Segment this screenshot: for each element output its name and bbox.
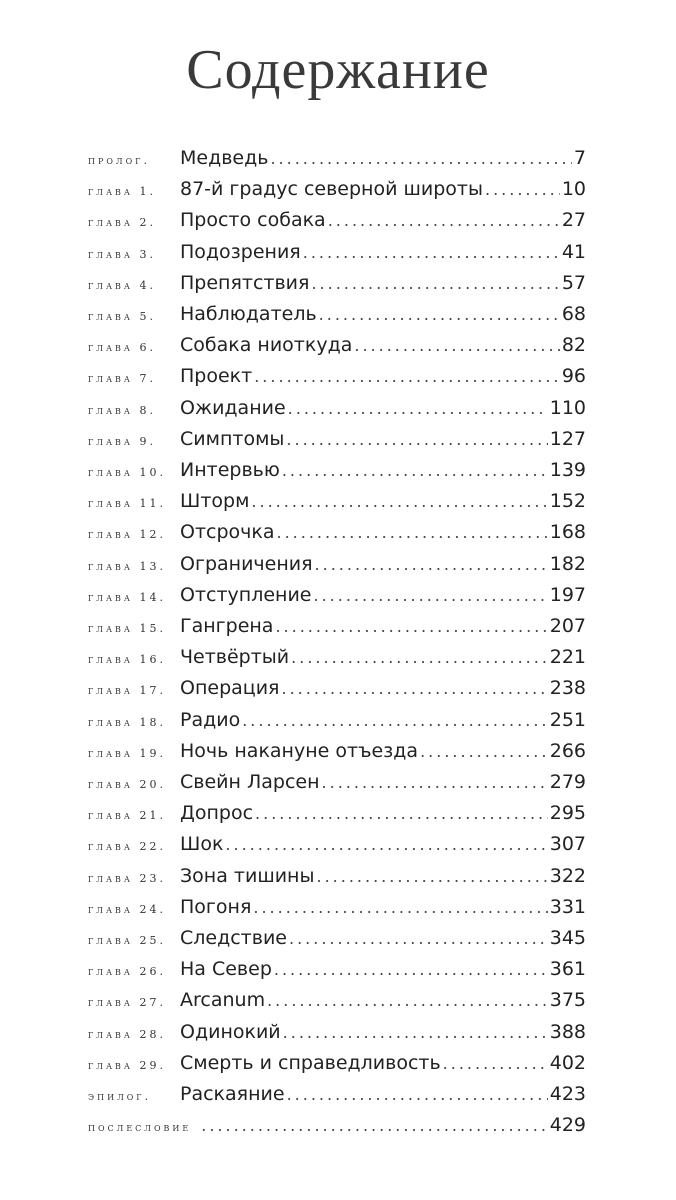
toc-entry[interactable] (88, 298, 586, 330)
toc-entry-label: глава 8. (88, 403, 156, 417)
toc-entry-label: глава 28. (88, 1027, 166, 1041)
toc-entry-label: глава 20. (88, 778, 166, 791)
toc-entry[interactable] (88, 236, 586, 268)
toc-entry-page: 295 (549, 802, 586, 825)
toc-entry-label: глава 29. (88, 1058, 166, 1072)
toc-leader-dots (282, 455, 548, 487)
toc-entry-label: глава 4. (88, 278, 156, 292)
toc-entry[interactable] (88, 267, 586, 299)
toc-entry-title: Одинокий (180, 1020, 281, 1043)
toc-entry-title: Симптомы (180, 427, 285, 450)
toc-entry[interactable] (88, 360, 586, 392)
toc-leader-dots (311, 268, 559, 300)
toc-entry[interactable] (88, 672, 586, 704)
toc-entry-label: глава 5. (88, 310, 156, 323)
toc-entry-title: Гангрена (180, 615, 274, 637)
toc-entry-label: глава 18. (88, 715, 166, 729)
toc-entry-page: 388 (549, 1020, 586, 1043)
toc-entry-page: 207 (549, 615, 586, 637)
toc-entry[interactable] (88, 204, 586, 236)
toc-entry[interactable] (88, 735, 586, 767)
table-of-contents (0, 142, 676, 1182)
toc-leader-dots (303, 237, 560, 269)
toc-entry-label: глава 3. (88, 247, 156, 261)
toc-entry-title: Собака ниоткуда (180, 334, 353, 357)
toc-entry-page: 41 (561, 240, 586, 263)
toc-leader-dots (274, 954, 548, 986)
toc-entry-title: Медведь (180, 147, 269, 169)
toc-leader-dots (485, 174, 560, 206)
toc-entry[interactable] (88, 704, 586, 736)
toc-entry[interactable] (88, 922, 586, 954)
toc-entry[interactable] (88, 610, 586, 642)
toc-entry-page: 322 (549, 864, 586, 887)
toc-leader-dots (420, 736, 548, 768)
toc-entry-page: 307 (549, 833, 586, 856)
toc-entry-page: 331 (549, 895, 586, 918)
toc-leader-dots (319, 299, 560, 331)
toc-entry-title: Свейн Ларсен (180, 771, 320, 793)
toc-entry-title: Просто собака (180, 209, 326, 232)
toc-entry-label: глава 22. (88, 840, 166, 854)
toc-entry-title: Ожидание (180, 396, 286, 419)
toc-entry-title: Шок (180, 833, 224, 856)
toc-entry[interactable] (88, 860, 586, 892)
toc-entry-page: 127 (549, 427, 586, 450)
toc-entry[interactable] (88, 516, 586, 548)
toc-entry-page: 82 (561, 334, 586, 357)
toc-entry-page: 423 (549, 1083, 586, 1105)
toc-entry-label: глава 9. (88, 434, 156, 448)
toc-leader-dots (253, 892, 547, 924)
toc-entry[interactable] (88, 797, 586, 829)
toc-entry[interactable] (88, 142, 586, 174)
toc-entry[interactable] (88, 454, 586, 486)
toc-entry-label: глава 10. (88, 466, 166, 479)
toc-leader-dots (281, 673, 547, 705)
toc-entry-label: глава 2. (88, 216, 156, 230)
toc-entry-page: 57 (561, 271, 586, 294)
toc-entry-title: Ночь накануне отъезда (180, 739, 419, 762)
toc-entry[interactable] (88, 1016, 586, 1048)
toc-leader-dots (314, 580, 548, 612)
toc-entry-title: Четвёртый (180, 646, 290, 669)
toc-entry[interactable] (88, 766, 586, 798)
toc-leader-dots (201, 1110, 548, 1142)
toc-entry-page: 429 (549, 1114, 586, 1137)
toc-entry-title: Наблюдатель (180, 303, 317, 325)
toc-entry-label: глава 6. (88, 341, 156, 355)
toc-entry[interactable] (88, 579, 586, 611)
toc-entry-label: глава 21. (88, 809, 166, 823)
toc-entry-title: Следствие (180, 927, 287, 949)
toc-entry-label: глава 12. (88, 528, 166, 542)
toc-entry-label: глава 17. (88, 684, 166, 698)
toc-entry-label: эпилог. (88, 1090, 152, 1103)
toc-entry-page: 251 (549, 708, 586, 731)
toc-entry[interactable] (88, 1109, 586, 1141)
toc-entry-page: 375 (549, 989, 586, 1012)
toc-entry[interactable] (88, 828, 586, 860)
toc-entry-page: 402 (549, 1051, 586, 1074)
toc-entry-title: Препятствия (180, 271, 310, 294)
toc-leader-dots (288, 393, 548, 425)
toc-entry-title: Подозрения (180, 240, 301, 263)
toc-entry-page: 182 (549, 552, 586, 575)
toc-leader-dots (242, 705, 548, 737)
toc-entry-page: 110 (549, 396, 586, 419)
toc-entry-label: пролог. (88, 154, 150, 167)
toc-leader-dots (275, 611, 547, 643)
toc-entry-page: 7 (573, 147, 586, 169)
toc-entry-title: Зона тишины (180, 864, 315, 887)
toc-entry-title: Допрос (180, 802, 254, 825)
toc-leader-dots (254, 361, 560, 393)
toc-entry-label: глава 25. (88, 934, 166, 947)
toc-entry-page: 266 (549, 739, 586, 762)
toc-entry[interactable] (88, 485, 586, 517)
toc-leader-dots (289, 923, 548, 955)
toc-leader-dots (255, 798, 548, 830)
toc-entry-label: глава 15. (88, 622, 166, 635)
toc-entry[interactable] (88, 953, 586, 985)
toc-entry-label: глава 7. (88, 372, 156, 386)
toc-entry-title: 87-й градус северной широты (180, 178, 483, 201)
toc-entry-title: На Север (180, 958, 272, 981)
toc-leader-dots (270, 143, 571, 175)
toc-entry-page: 221 (549, 646, 586, 669)
toc-entry-title: Шторм (180, 490, 250, 513)
toc-entry-title: Раскаяние (180, 1083, 285, 1105)
toc-entry-page: 139 (549, 459, 586, 481)
toc-entry-page: 279 (549, 771, 586, 793)
toc-leader-dots (283, 1017, 548, 1049)
toc-leader-dots (354, 330, 559, 362)
toc-entry-page: 238 (549, 677, 586, 700)
toc-entry[interactable] (88, 548, 586, 580)
toc-entry-title: Погоня (180, 895, 252, 918)
toc-entry[interactable] (88, 641, 586, 673)
toc-entry[interactable] (88, 329, 586, 361)
toc-leader-dots (328, 205, 560, 237)
toc-leader-dots (267, 985, 548, 1017)
toc-entry-page: 168 (549, 521, 586, 544)
toc-entry[interactable] (88, 392, 586, 424)
toc-entry[interactable] (88, 173, 586, 205)
toc-leader-dots (287, 1079, 548, 1111)
toc-entry-label: глава 1. (88, 185, 156, 199)
toc-entry-page: 27 (561, 209, 586, 232)
toc-leader-dots (251, 486, 547, 518)
toc-entry-title: Операция (180, 677, 280, 700)
toc-entry-page: 96 (561, 365, 586, 388)
toc-entry-label: глава 19. (88, 746, 166, 760)
toc-leader-dots (291, 642, 548, 674)
toc-entry-page: 361 (549, 958, 586, 981)
toc-entry-title: Ограничения (180, 552, 313, 575)
toc-entry[interactable] (88, 1047, 586, 1079)
toc-entry-label: глава 11. (88, 497, 166, 511)
toc-leader-dots (316, 861, 547, 893)
toc-leader-dots (286, 424, 547, 456)
toc-entry-page: 10 (561, 178, 586, 201)
toc-entry-title: Радио (180, 708, 241, 731)
toc-entry[interactable] (88, 891, 586, 923)
toc-leader-dots (225, 829, 547, 861)
toc-leader-dots (315, 549, 548, 581)
toc-entry-title: Arcanum (180, 989, 266, 1012)
toc-entry-label: глава 27. (88, 996, 166, 1010)
toc-leader-dots (443, 1048, 548, 1080)
toc-entry-title: Отсрочка (180, 521, 275, 544)
toc-leader-dots (322, 767, 548, 799)
toc-entry-label: глава 13. (88, 559, 166, 573)
toc-entry-label: глава 23. (88, 871, 166, 885)
toc-entry[interactable] (88, 1078, 586, 1110)
toc-entry-page: 68 (561, 303, 586, 325)
toc-entry-label: глава 14. (88, 590, 166, 604)
toc-entry[interactable] (88, 423, 586, 455)
page-title: Содержание (186, 39, 490, 101)
toc-entry[interactable] (88, 984, 586, 1016)
toc-entry-title: Проект (180, 365, 253, 388)
toc-entry-label: глава 16. (88, 653, 166, 667)
toc-entry-label: глава 24. (88, 902, 166, 916)
toc-entry-label: глава 26. (88, 965, 166, 979)
toc-entry-title: Интервью (180, 459, 280, 481)
toc-entry-label: послесловие (88, 1121, 192, 1135)
toc-entry-title: Отступление (180, 583, 312, 606)
toc-entry-page: 197 (549, 583, 586, 606)
toc-entry-page: 345 (549, 927, 586, 949)
toc-entry-page: 152 (549, 490, 586, 513)
toc-leader-dots (277, 517, 548, 549)
toc-entry-title: Смерть и справедливость (180, 1051, 441, 1074)
